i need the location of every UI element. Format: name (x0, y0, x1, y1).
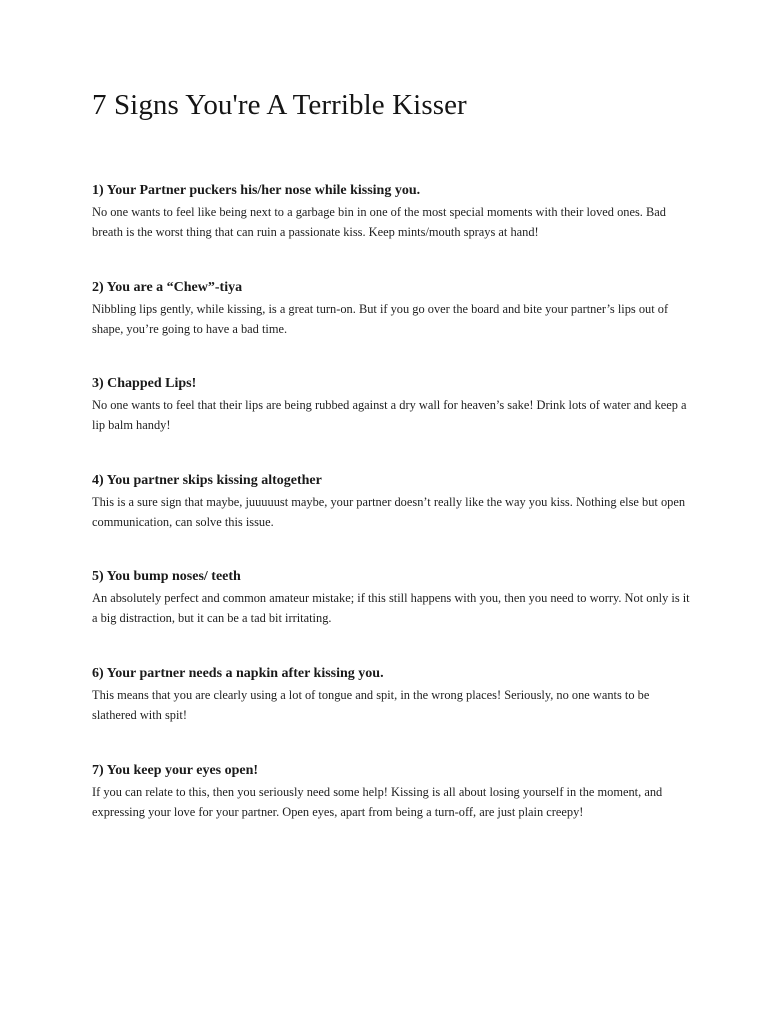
section-body: An absolutely perfect and common amateur mistake; if this still happens with you, then you need to worry. Not only is it a big distraction, but it can be a tad bit irritating. (92, 591, 690, 625)
section-body: No one wants to feel that their lips are being rubbed against a dry wall for heaven’s sake! Drink lots of water and keep a lip balm handy! (92, 398, 687, 432)
section-6 (92, 664, 692, 725)
section-heading: 7) You keep your eyes open! (92, 763, 259, 778)
section-2 (92, 278, 692, 339)
section-4 (92, 471, 692, 532)
section-heading: 1) Your Partner puckers his/her nose while kissing you. (92, 183, 421, 198)
section-body: No one wants to feel like being next to a garbage bin in one of the most special moments with their loved ones. Bad breath is the worst thing that can ruin a passionate kiss. Keep mints/mouth sprays at hand! (92, 205, 666, 239)
section-heading: 5) You bump noses/ teeth (92, 569, 241, 584)
section-1 (92, 181, 692, 242)
section-heading: 3) Chapped Lips! (92, 376, 197, 391)
section-7 (92, 761, 692, 822)
section-5 (92, 567, 692, 628)
section-body: This means that you are clearly using a lot of tongue and spit, in the wrong places! Seriously, no one wants to be slathered with spit! (92, 688, 650, 722)
section-heading: 2) You are a “Chew”-tiya (92, 280, 243, 295)
document-title: 7 Signs You're A Terrible Kisser (92, 89, 467, 121)
section-body: This is a sure sign that maybe, juuuuust maybe, your partner doesn’t really like the way you kiss. Nothing else but open communication, can solve this issue. (92, 495, 686, 529)
section-body: If you can relate to this, then you seriously need some help! Kissing is all about losing yourself in the moment, and expressing your love for your partner. Open eyes, apart from being a turn-off, are just plain creepy! (92, 785, 663, 819)
section-3 (92, 374, 692, 435)
section-body: Nibbling lips gently, while kissing, is a great turn-on. But if you go over the board and bite your partner’s lips out of shape, you’re going to have a bad time. (92, 302, 669, 336)
section-heading: 6) Your partner needs a napkin after kissing you. (92, 666, 384, 681)
section-heading: 4) You partner skips kissing altogether (92, 473, 322, 488)
